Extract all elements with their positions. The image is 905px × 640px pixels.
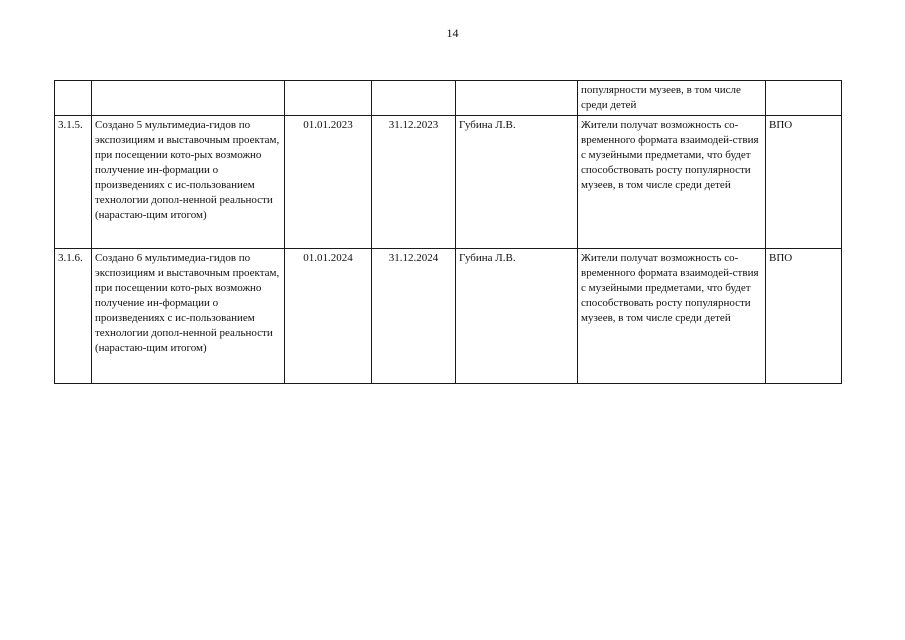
cell-source: ВПО — [766, 116, 842, 249]
cell-effect: популярности музеев, в том числе среди детей — [578, 81, 766, 116]
cell-num: 3.1.5. — [55, 116, 92, 249]
cell-responsible — [456, 81, 578, 116]
cell-start-date: 01.01.2024 — [285, 249, 372, 384]
measures-table — [54, 80, 842, 384]
cell-end-date: 31.12.2024 — [372, 249, 456, 384]
page-number: 14 — [446, 26, 459, 40]
cell-activity: Создано 6 мультимедиа-гидов по экспозициям и выставочным проектам, при посещении кото-рых возможно получение ин-формации о произведениях с ис-пользованием технологии допол-ненной реальности (нарастаю-щим итогом) — [92, 249, 285, 384]
cell-num: 3.1.6. — [55, 249, 92, 384]
cell-start — [285, 81, 372, 116]
table-row — [55, 249, 842, 384]
cell-effect: Жители получат возможность со-временного формата взаимодей-ствия с музейными предметами, что будет способствовать росту популярности музеев, в том числе среди детей — [578, 249, 766, 384]
cell-responsible: Губина Л.В. — [456, 116, 578, 249]
cell-end — [372, 81, 456, 116]
cell-responsible: Губина Л.В. — [456, 249, 578, 384]
cell-start-date: 01.01.2023 — [285, 116, 372, 249]
cell-num — [55, 81, 92, 116]
table-row — [55, 116, 842, 249]
cell-activity — [92, 81, 285, 116]
cell-end-date: 31.12.2023 — [372, 116, 456, 249]
continuation-row — [55, 81, 842, 116]
cell-effect: Жители получат возможность со-временного формата взаимодей-ствия с музейными предметами, что будет способствовать росту популярности музеев, в том числе среди детей — [578, 116, 766, 249]
cell-source — [766, 81, 842, 116]
cell-source: ВПО — [766, 249, 842, 384]
cell-activity: Создано 5 мультимедиа-гидов по экспозициям и выставочным проектам, при посещении кото-рых возможно получение ин-формации о произведениях с ис-пользованием технологии допол-ненной реальности (нарастаю-щим итогом) — [92, 116, 285, 249]
